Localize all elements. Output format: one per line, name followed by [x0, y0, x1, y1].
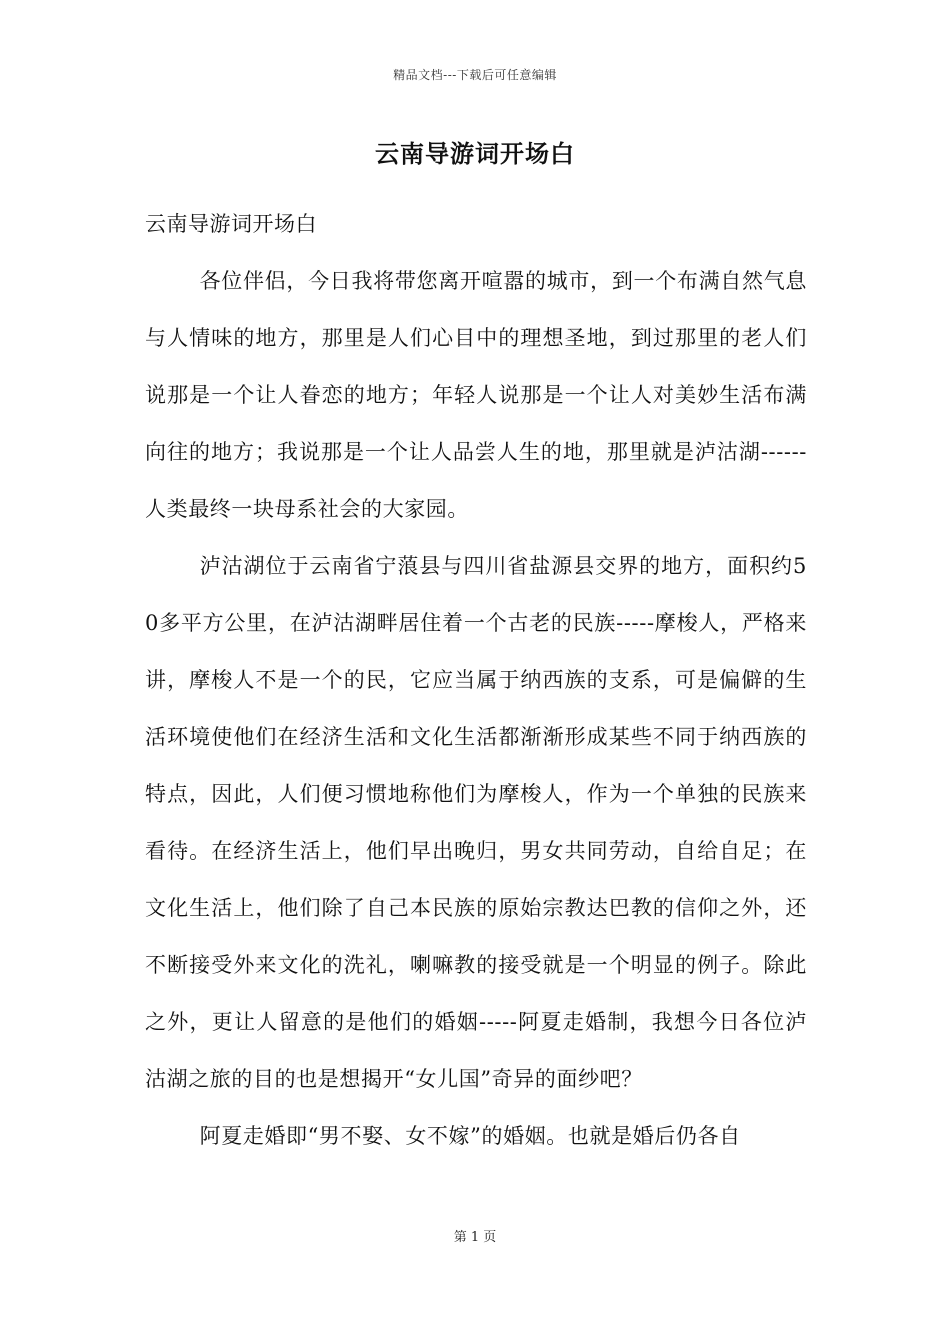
page-number: 第 1 页	[453, 1230, 497, 1245]
header-note: 精品文档---下载后可任意编辑	[393, 68, 557, 82]
document-subtitle: 云南导游词开场白	[145, 212, 317, 236]
document-body	[145, 196, 807, 1165]
paragraph-3: 阿夏走婚即“男不娶、女不嫁”的婚姻。也就是婚后仍各自	[199, 1124, 741, 1148]
paragraph-2: 泸沽湖位于云南省宁蒗县与四川省盐源县交界的地方，面积约50多平方公里，在泸沽湖畔居住着一个古老的民族-----摩梭人，严格来讲，摩梭人不是一个的民，它应当属于纳西族的支系，可是偏僻的生活环境使他们在经济生活和文化生活都渐渐形成某些不同于纳西族的特点，因此，人们便习惯地称他们为摩梭人，作为一个单独的民族来看待。在经济生活上，他们早出晚归，男女共同劳动，自给自足；在文化生活上，他们除了自己本民族的原始宗教达巴教的信仰之外，还不断接受外来文化的洗礼，喇嘛教的接受就是一个明显的例子。除此之外，更让人留意的是他们的婚姻-----阿夏走婚制，我想今日各位泸沽湖之旅的目的也是想揭开“女儿国”奇异的面纱吧？	[145, 554, 807, 1091]
document-title: 云南导游词开场白	[375, 139, 575, 168]
paragraph-1: 各位伴侣，今日我将带您离开喧嚣的城市，到一个布满自然气息与人情味的地方，那里是人们心目中的理想圣地，到过那里的老人们说那是一个让人眷恋的地方；年轻人说那是一个让人对美妙生活布满向往的地方；我说那是一个让人品尝人生的地，那里就是泸沽湖------人类最终一块母系社会的大家园。	[145, 269, 807, 521]
